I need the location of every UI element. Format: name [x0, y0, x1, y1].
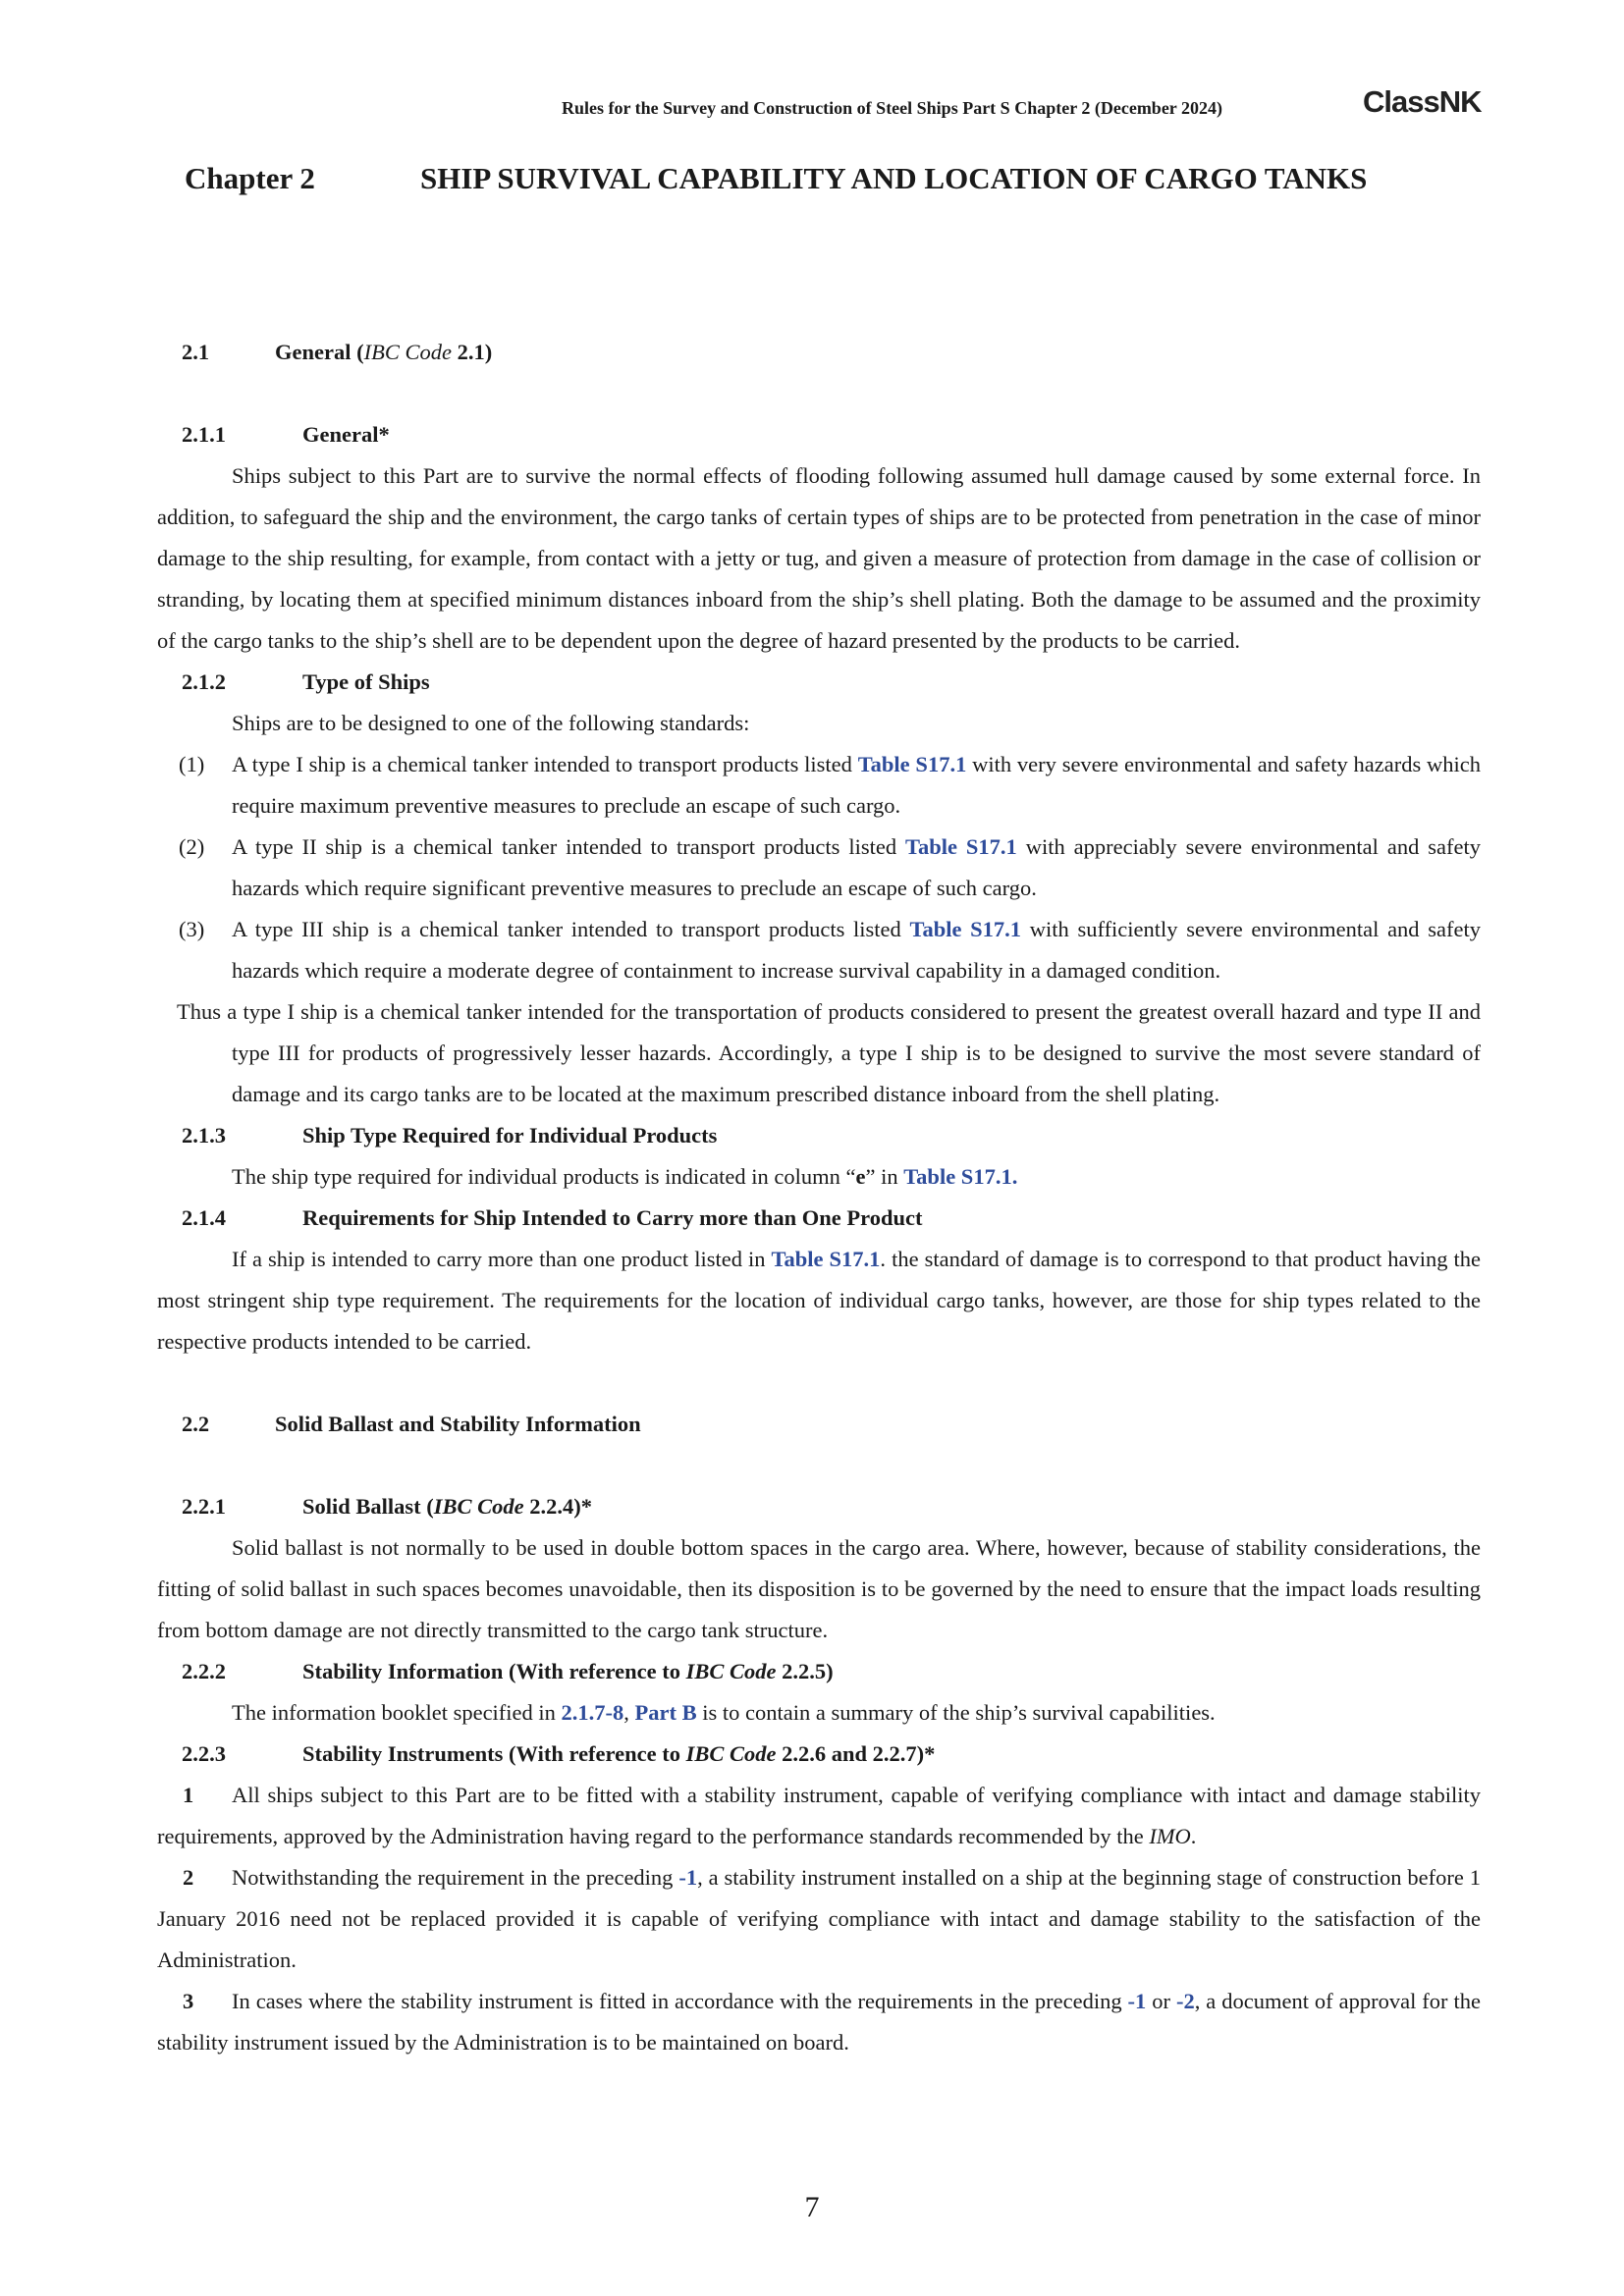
section-2-1-3-heading: 2.1.3 Ship Type Required for Individual Products: [182, 1123, 718, 1148]
section-2-1-4-heading: 2.1.4 Requirements for Ship Intended to Carry more than One Product: [182, 1205, 923, 1230]
running-title: Rules for the Survey and Construction of Steel Ships Part S Chapter 2 (December 2024): [562, 98, 1222, 118]
section-2-1-1-text: Ships subject to this Part are to survive the normal effects of flooding following assumed hull damage caused by some external force. In addition, to safeguard the ship and the environment, the cargo tanks of certain types of ships are to be protected from penetration in the case of minor damage to the ship resulting, for example, from contact with a jetty or tug, and given a measure of protection from damage in the case of collision or stranding, by locating them at specified minimum distances inboard from the ship’s shell plating. Both the damage to be assumed and the proximity of the cargo tanks to the ship’s shell are to be dependent upon the degree of hazard presented by the products to be carried.: [157, 463, 1481, 653]
list-item: (3) A type III ship is a chemical tanker intended to transport products listed Table S17.1 with sufficiently severe environmental and safety hazards which require a moderate degree of containment to increase survival capability in a damaged condition.: [179, 917, 1481, 983]
section-2-1-2-heading: 2.1.2 Type of Ships: [182, 669, 430, 694]
paragraph-3: 3 In cases where the stability instrument is fitted in accordance with the requirements in the preceding -1 or -2, a document of approval for the stability instrument issued by the Administration is to be maintained on board.: [157, 1989, 1481, 2055]
table-s17-1-link[interactable]: Table S17.1: [909, 917, 1022, 941]
list-item: (1) A type I ship is a chemical tanker intended to transport products listed Table S17.1 with very severe environmental and safety hazards which require maximum preventive measures to preclude an escape of such cargo.: [179, 752, 1481, 818]
paragraph-1-link[interactable]: -1: [1127, 1989, 1147, 2013]
section-2-1-3-text: The ship type required for individual products is indicated in column “e” in Table S17.1.: [232, 1164, 1018, 1189]
table-s17-1-link[interactable]: Table S17.1: [903, 1164, 1012, 1189]
paragraph-2-link[interactable]: -2: [1175, 1989, 1195, 2013]
table-s17-1-link[interactable]: Table S17.1: [905, 834, 1017, 859]
part-b-link[interactable]: Part B: [634, 1700, 697, 1725]
paragraph-1-link[interactable]: -1: [678, 1865, 698, 1890]
section-2-1-heading: 2.1 General (IBC Code 2.1): [182, 340, 493, 364]
section-2-1-2-intro: Ships are to be designed to one of the following standards:: [232, 711, 750, 735]
chapter-number: Chapter 2: [185, 161, 315, 195]
paragraph-1: 1 All ships subject to this Part are to be fitted with a stability instrument, capable of verifying compliance with intact and damage stability requirements, approved by the Administration having regard to the performance standards recommended by the IMO.: [157, 1783, 1481, 1848]
table-s17-1-link[interactable]: Table S17.1: [771, 1247, 881, 1271]
section-2-1-2-summary: Thus a type I ship is a chemical tanker intended for the transportation of products considered to present the greatest overall hazard and type II and type III for products of progressively lesser hazards. Accordingly, a type I ship is to be designed to survive the most severe standard of damage and its cargo tanks are to be located at the maximum prescribed distance inboard from the shell plating.: [177, 999, 1481, 1106]
section-2-2-3-heading: 2.2.3 Stability Instruments (With reference to IBC Code 2.2.6 and 2.2.7)*: [182, 1741, 936, 1766]
list-item: (2) A type II ship is a chemical tanker intended to transport products listed Table S17.1 with appreciably severe environmental and safety hazards which require significant preventive measures to preclude an escape of such cargo.: [179, 834, 1482, 900]
paragraph-2: 2 Notwithstanding the requirement in the preceding -1, a stability instrument installed on a ship at the beginning stage of construction before 1 January 2016 need not be replaced provided it is capable of verifying compliance with intact and damage stability to the satisfaction of the Administration.: [157, 1865, 1481, 1972]
section-2-2-2-text: The information booklet specified in 2.1.7-8, Part B is to contain a summary of the ship’s survival capabilities.: [232, 1700, 1216, 1725]
table-s17-1-link[interactable]: Table S17.1: [857, 752, 967, 776]
section-2-2-1-heading: 2.2.1 Solid Ballast (IBC Code 2.2.4)*: [182, 1494, 593, 1519]
section-2-1-4-text: If a ship is intended to carry more than one product listed in Table S17.1. the standard of damage is to correspond to that product having the most stringent ship type requirement. The requirements for the location of individual cargo tanks, however, are those for ship types related to the respective products intended to be carried.: [157, 1247, 1481, 1354]
classnk-logo: ClassNK: [1363, 84, 1482, 119]
section-2-1-1-heading: 2.1.1 General*: [182, 422, 390, 447]
chapter-title: SHIP SURVIVAL CAPABILITY AND LOCATION OF CARGO TANKS: [420, 161, 1368, 195]
section-2-2-heading: 2.2 Solid Ballast and Stability Information: [182, 1412, 641, 1436]
section-2-2-1-text: Solid ballast is not normally to be used in double bottom spaces in the cargo area. Where, however, because of stability considerations, the fitting of solid ballast in such spaces becomes unavoidable, then its disposition is to be governed by the need to ensure that the impact loads resulting from bottom damage are not directly transmitted to the cargo tank structure.: [157, 1535, 1481, 1642]
rule-2-1-7-8-link[interactable]: 2.1.7-8: [561, 1700, 624, 1725]
section-2-2-2-heading: 2.2.2 Stability Information (With reference to IBC Code 2.2.5): [182, 1659, 834, 1683]
document-body: [157, 332, 1481, 2063]
page-number: 7: [804, 2191, 820, 2223]
